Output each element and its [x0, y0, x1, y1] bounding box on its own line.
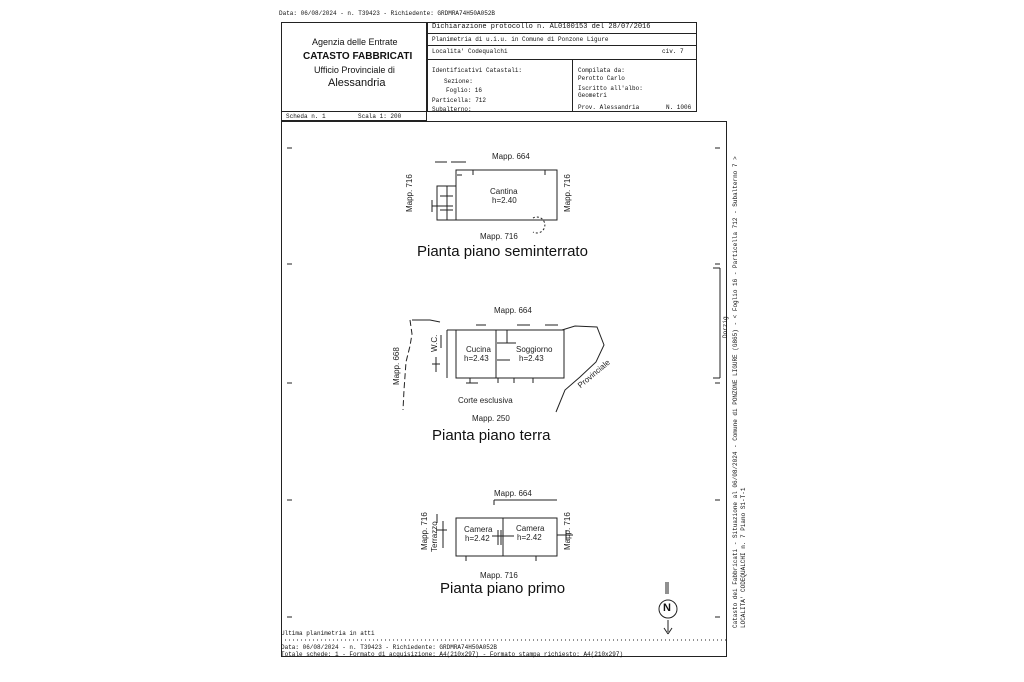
catasto-title: CATASTO FABBRICATI	[303, 51, 413, 62]
albo: Geometri	[578, 92, 607, 99]
side-mark: Dorzig	[722, 316, 729, 338]
terra-mapp-bottom: Mapp. 250	[472, 414, 510, 423]
terra-road: Provinciale	[576, 357, 612, 390]
foglio: Foglio: 16	[446, 87, 483, 94]
terra-room1: Cucina	[466, 345, 491, 354]
planimetria: Planimetria di u.i.u. in Comune di Ponzone Ligure	[432, 36, 609, 43]
side-text: Catasto dei Fabbricati - Situazione al 06/08/2024 - Comune di PONZONE LIGURE (G865) - < Foglio 16 - Particella 712 - Subalterno 7 >	[732, 156, 739, 628]
particella: Particella: 712	[432, 97, 487, 104]
primo-room2: Camera	[516, 524, 545, 533]
terra-room2: Soggiorno	[516, 345, 553, 354]
top-line: Data: 06/08/2024 - n. T39423 - Richiedente: GRDMRA74H50A052B	[279, 10, 496, 17]
title-seminterrato: Pianta piano seminterrato	[417, 243, 588, 260]
primo-mapp-top: Mapp. 664	[494, 489, 532, 498]
scala: Scala 1: 200	[358, 113, 402, 120]
primo-height2: h=2.42	[517, 533, 542, 542]
iscritto: Iscritto all'albo:	[578, 85, 643, 92]
terra-height2: h=2.43	[519, 354, 544, 363]
footer-ultima: Ultima planimetria in atti	[281, 630, 375, 637]
title-terra: Pianta piano terra	[432, 427, 551, 444]
terra-mapp-left: Mapp. 668	[392, 347, 401, 385]
scheda-number: Scheda n. 1	[286, 113, 326, 120]
subalterno: Subalterno:	[432, 106, 472, 113]
title-primo: Pianta piano primo	[440, 580, 566, 597]
semi-mapp-top: Mapp. 664	[492, 152, 530, 161]
agency-name: Agenzia delle Entrate	[312, 37, 398, 47]
albo-number: N. 1006	[666, 104, 692, 111]
semi-mapp-left: Mapp. 716	[405, 174, 414, 212]
civico: civ. 7	[662, 48, 684, 55]
primo-terrace: Terrazzo	[430, 521, 439, 552]
dichiarazione: Dichiarazione protocollo n. AL0100153 del 28/07/2016	[432, 23, 651, 31]
compilatore: Perotto Carlo	[578, 75, 625, 82]
primo-mapp-right: Mapp. 716	[563, 512, 572, 550]
prov: Prov. Alessandria	[578, 104, 640, 111]
plan-primo-lines	[436, 500, 573, 561]
primo-mapp-left: Mapp. 716	[420, 512, 429, 550]
semi-mapp-right: Mapp. 716	[563, 174, 572, 212]
localita: Localita' Codequalchi	[432, 48, 508, 55]
primo-height1: h=2.42	[465, 534, 490, 543]
primo-mapp-bottom: Mapp. 716	[480, 571, 518, 580]
footer-line1: Data: 06/08/2024 - n. T39423 - Richiedente: GRDMRA74H50A052B	[281, 644, 498, 651]
terra-mapp-top: Mapp. 664	[494, 306, 532, 315]
semi-room: Cantina	[490, 187, 518, 196]
ufficio-city: Alessandria	[328, 77, 386, 89]
ident-title: Identificativi Catastali:	[432, 67, 523, 74]
terra-height1: h=2.43	[464, 354, 489, 363]
terra-courtyard: Corte esclusiva	[458, 396, 513, 405]
side-text-2: LOCALITA' CODEQUALCHI n. 7 Piano S1-T-1	[740, 487, 747, 628]
sezione: Sezione:	[444, 78, 473, 85]
footer-line2: Totale schede: 1 - Formato di acquisizione: A4(210x297) - Formato stampa richiesto: A4(210x297)	[281, 651, 624, 658]
semi-height: h=2.40	[492, 196, 517, 205]
primo-room1: Camera	[464, 525, 493, 534]
compilata-da: Compilata da:	[578, 67, 625, 74]
ufficio-label: Ufficio Provinciale di	[314, 65, 395, 75]
terra-wc: W.C.	[430, 334, 439, 352]
semi-mapp-bottom: Mapp. 716	[480, 232, 518, 241]
north-label: N	[663, 602, 671, 614]
